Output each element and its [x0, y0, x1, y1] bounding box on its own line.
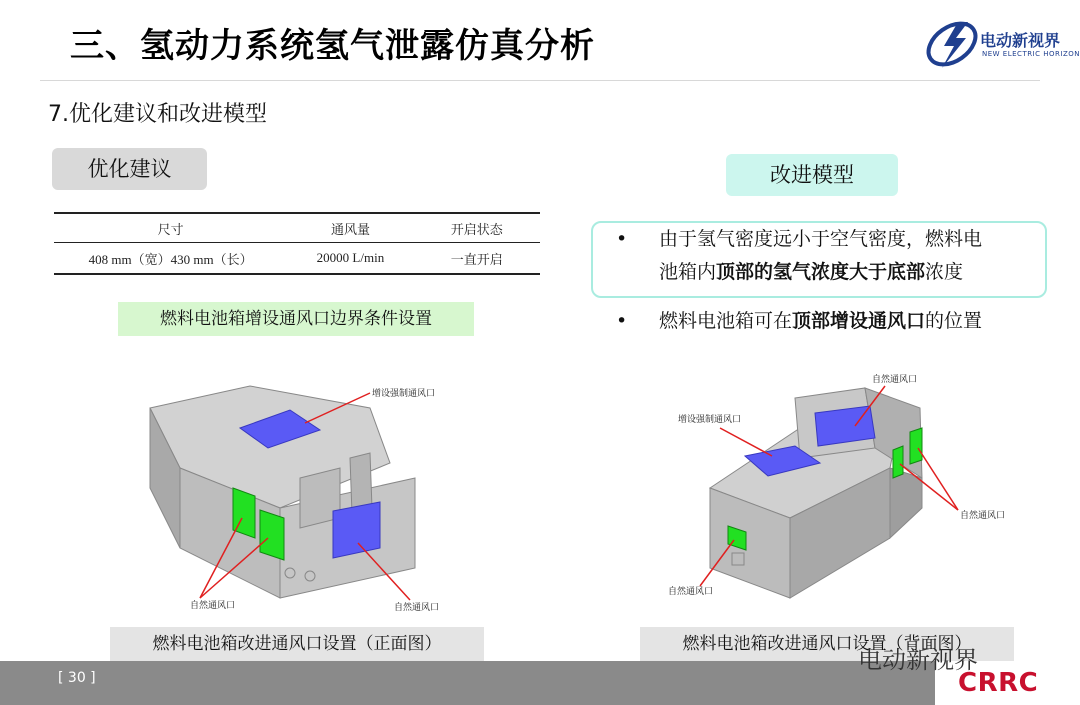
label-natural-vent-side: 自然通风口 [960, 511, 1006, 521]
bullet-point-1 [616, 223, 1026, 289]
label-forced-vent: 增设强制通风口 [678, 415, 742, 425]
bullet1-line1: 由于氢气密度远小于空气密度，燃料电 [659, 228, 983, 250]
bullet-dot: • [616, 228, 628, 250]
bullet1-line2-post: 浓度 [925, 261, 964, 283]
table-cell-size: 408 mm（宽）430 mm（长） [54, 243, 287, 275]
natural-vent-left-2 [260, 510, 284, 560]
label-forced-vent: 增设强制通风口 [372, 389, 436, 399]
natural-vent-left-1 [233, 488, 255, 538]
improved-model-pill: 改进模型 [726, 154, 898, 196]
section-subtitle: 7.优化建议和改进模型 [48, 102, 267, 127]
label-natural-vent-left: 自然通风口 [190, 601, 236, 611]
label-natural-vent-right: 自然通风口 [394, 603, 440, 613]
vent-spec-table [54, 212, 540, 275]
natural-vent-side-1 [893, 446, 903, 478]
forced-vent-front [333, 502, 380, 558]
natural-vent-side-2 [910, 428, 922, 464]
logo-text-cn: 电动新视界 [980, 31, 1061, 50]
boundary-condition-label: 燃料电池箱增设通风口边界条件设置 [118, 302, 474, 336]
front-view-caption: 燃料电池箱改进通风口设置（正面图） [110, 627, 484, 661]
bullet1-line2-pre: 池箱内 [659, 261, 717, 283]
back-view-figure [660, 368, 1020, 618]
table-cell-airflow: 20000 L/min [287, 243, 413, 275]
page-number: [ 30 ] [58, 670, 96, 686]
table-row [54, 243, 540, 275]
page-title: 三、氢动力系统氢气泄露仿真分析 [70, 26, 595, 66]
back-view-caption: 燃料电池箱改进通风口设置（背面图） [640, 627, 1014, 661]
footer-bar [0, 661, 935, 705]
crrc-logo: CRRC [958, 668, 1039, 698]
table-cell-state: 一直开启 [414, 243, 540, 275]
front-view-figure [140, 368, 470, 618]
title-divider [40, 80, 1040, 81]
table-header-state: 开启状态 [414, 213, 540, 243]
bullet1-line2-bold: 顶部的氢气浓度大于底部 [716, 261, 926, 283]
bullet2-post: 的位置 [925, 310, 983, 332]
bullet2-pre: 燃料电池箱可在 [659, 310, 793, 332]
watermark-text: 电动新视界 [858, 646, 978, 674]
bullet-dot: • [616, 310, 628, 332]
logo-text-en: NEW ELECTRIC HORIZON [982, 50, 1080, 58]
label-natural-vent-bottom: 自然通风口 [668, 587, 714, 597]
table-header-size: 尺寸 [54, 213, 287, 243]
optimization-suggestion-pill: 优化建议 [52, 148, 207, 190]
bullet-point-2 [616, 305, 1056, 338]
table-header-row [54, 213, 540, 243]
label-natural-vent-top: 自然通风口 [872, 375, 918, 385]
bullet2-bold: 顶部增设通风口 [792, 310, 926, 332]
table-header-airflow: 通风量 [287, 213, 413, 243]
